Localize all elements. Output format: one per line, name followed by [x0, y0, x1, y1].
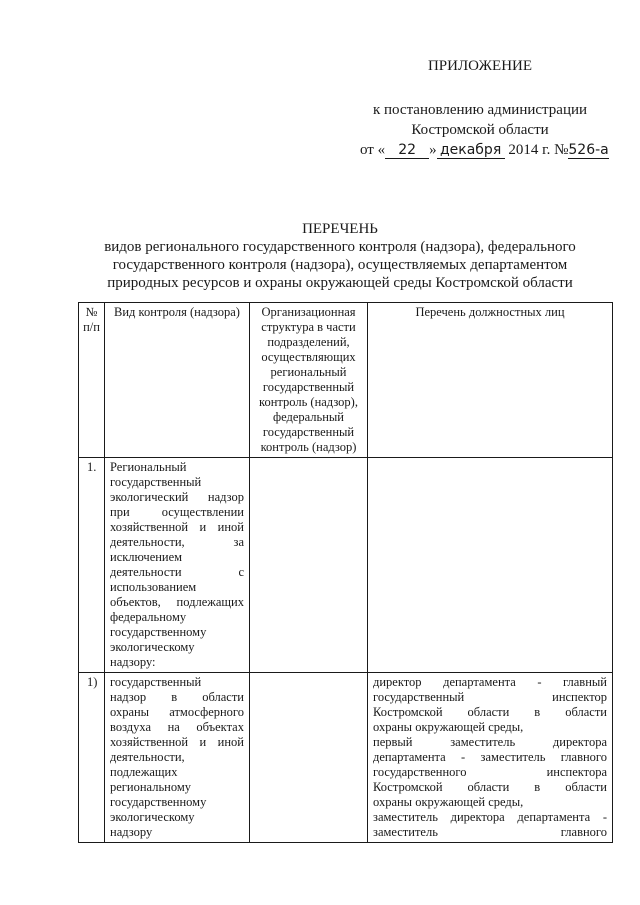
- officials-line: Костромской области в области: [373, 705, 607, 719]
- date-prefix: от «: [360, 142, 386, 158]
- date-mid: »: [429, 142, 437, 158]
- document-number: 526-а: [568, 142, 609, 158]
- row-kind: [105, 458, 250, 673]
- appendix-line-1: к постановлению администрации: [372, 102, 588, 118]
- kind-line: государственному: [110, 795, 207, 809]
- officials-line: охраны окружающей среды,: [373, 720, 524, 734]
- row-org: [250, 458, 368, 673]
- kind-line: воздуха на объектах: [110, 720, 244, 734]
- appendix-date-line: [360, 140, 609, 160]
- officials-line: директор департамента - главный: [373, 675, 607, 689]
- kind-line: региональному: [110, 780, 192, 794]
- table-row: [79, 458, 613, 673]
- kind-line: при осуществлении: [110, 505, 244, 519]
- kind-line: хозяйственной и иной: [110, 735, 244, 749]
- appendix-block: [360, 56, 609, 160]
- date-year: 2014 г. №: [508, 142, 569, 158]
- officials-line: заместитель главного: [373, 825, 607, 839]
- header-num: № п/п: [79, 303, 105, 458]
- row-num: 1): [79, 673, 105, 843]
- appendix-title: ПРИЛОЖЕНИЕ: [427, 58, 533, 74]
- kind-line: деятельности, за: [110, 535, 244, 549]
- officials-line: Костромской области в области: [373, 780, 607, 794]
- officials-line: охраны окружающей среды,: [373, 795, 524, 809]
- heading-line-1: видов регионального государственного контроля (надзора), федерального: [104, 239, 576, 255]
- kind-line: государственный: [110, 475, 202, 489]
- kind-line: надзор в области: [110, 690, 244, 704]
- header-kind: Вид контроля (надзора): [105, 303, 250, 458]
- kind-line: исключением: [110, 550, 183, 564]
- header-officials: Перечень должностных лиц: [368, 303, 613, 458]
- kind-line: экологическому: [110, 810, 195, 824]
- header-org: Организационная структура в части подразделений, осуществляющих региональный государственный контроль (надзор), федеральный государственный контроль (надзор): [250, 303, 368, 458]
- kind-line: подлежащих: [110, 765, 178, 779]
- kind-line: экологический надзор: [110, 490, 244, 504]
- row-org: [250, 673, 368, 843]
- kind-line: использованием: [110, 580, 197, 594]
- kind-line: охраны атмосферного: [110, 705, 244, 719]
- heading-line-3: природных ресурсов и охраны окружающей среды Костромской области: [107, 275, 573, 291]
- kind-line: государственному: [110, 625, 207, 639]
- list-heading: [70, 220, 610, 292]
- row-officials: [368, 673, 613, 843]
- date-day: 22: [385, 143, 429, 159]
- officials-line: государственный инспектор: [373, 690, 607, 704]
- appendix-line-2: Костромской области: [411, 122, 549, 138]
- table-header-row: [79, 303, 613, 458]
- officials-line: заместитель директора департамента -: [373, 810, 607, 824]
- control-types-table: [78, 302, 613, 843]
- officials-line: государственного инспектора: [373, 765, 607, 779]
- kind-line: государственный: [110, 675, 202, 689]
- kind-line: федеральному: [110, 610, 187, 624]
- officials-line: департамента - заместитель главного: [373, 750, 607, 764]
- heading-line-2: государственного контроля (надзора), осуществляемых департаментом: [112, 257, 568, 273]
- kind-line: деятельности с: [110, 565, 244, 579]
- kind-line: Региональный: [110, 460, 187, 474]
- kind-line: деятельности,: [110, 750, 185, 764]
- table-row: [79, 673, 613, 843]
- row-kind: [105, 673, 250, 843]
- officials-line: первый заместитель директора: [373, 735, 607, 749]
- row-officials: [368, 458, 613, 673]
- row-num: 1.: [79, 458, 105, 673]
- kind-line: объектов, подлежащих: [110, 595, 244, 609]
- kind-line: экологическому: [110, 640, 195, 654]
- kind-line: надзору: [110, 825, 153, 839]
- heading-title: ПЕРЕЧЕНЬ: [302, 221, 378, 237]
- kind-line: надзору:: [110, 655, 156, 669]
- kind-line: хозяйственной и иной: [110, 520, 244, 534]
- date-month: декабря: [437, 143, 505, 159]
